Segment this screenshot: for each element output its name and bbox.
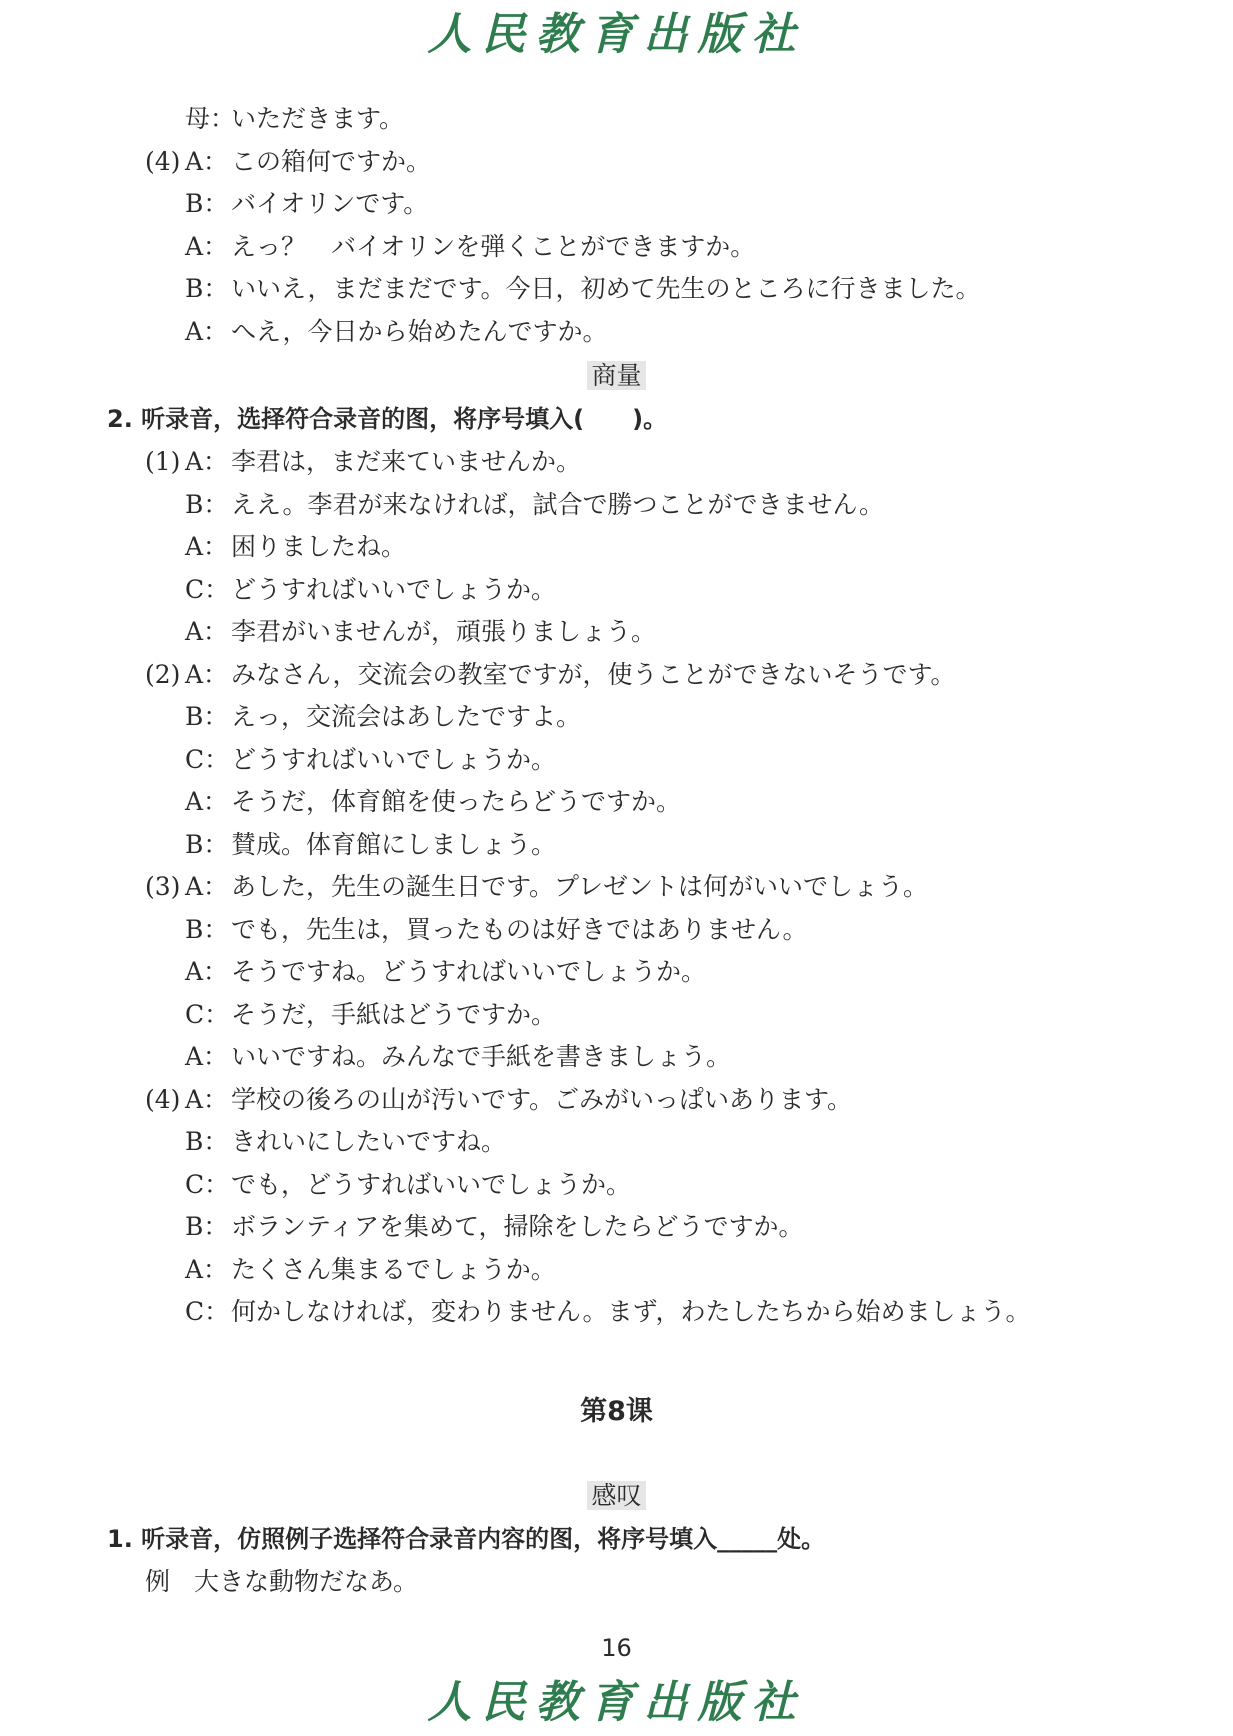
speaker-label: A：	[185, 1042, 229, 1071]
dialogue-line	[145, 830, 556, 860]
publisher-logo-top: 人民教育出版社	[427, 9, 806, 60]
dialogue-text: ええ。李君が来なければ，試合で勝つことができません。	[231, 489, 885, 519]
dialogue-line	[145, 1085, 852, 1115]
dialogue-text: どうすればいいでしょうか。	[231, 744, 557, 774]
dialogue-text: 李君は，まだ来ていませんか。	[231, 447, 582, 476]
speaker-label: C：	[185, 999, 230, 1029]
speaker-label: A：	[185, 617, 229, 646]
dialogue-line	[145, 915, 808, 945]
item-number: (1)	[145, 447, 181, 476]
dialogue-line	[145, 147, 431, 177]
dialogue-line	[145, 1255, 556, 1285]
speaker-label: A：	[185, 447, 229, 476]
speaker-label: C：	[185, 744, 230, 774]
dialogue-text: 学校の後ろの山が汚いです。ごみがいっぱいあります。	[231, 1084, 853, 1114]
dialogue-text: いいですね。みんなで手紙を書きましょう。	[231, 1042, 732, 1071]
dialogue-line	[145, 189, 428, 219]
speaker-label: B：	[185, 914, 229, 944]
dialogue-line	[145, 1212, 804, 1242]
speaker-label: 母：	[185, 104, 236, 133]
dialogue-text: 賛成。体育館にしましょう。	[231, 829, 557, 859]
dialogue-text: 何かしなければ，変わりません。まず，わたしたちから始めましょう。	[231, 1297, 1031, 1326]
speaker-label: C：	[185, 1169, 230, 1199]
lesson-title: 第8课	[580, 1396, 653, 1427]
speaker-label: A：	[185, 872, 229, 901]
dialogue-line	[145, 787, 681, 817]
dialogue-text: でも，先生は，買ったものは好きではありません。	[231, 914, 808, 944]
dialogue-line	[145, 1170, 631, 1200]
dialogue-text: この箱何ですか。	[231, 146, 432, 176]
dialogue-text: たくさん集まるでしょうか。	[231, 1254, 556, 1284]
speaker-label: A：	[185, 1254, 229, 1284]
dialogue-line	[145, 1042, 731, 1072]
dialogue-text: でも，どうすればいいでしょうか。	[231, 1169, 632, 1199]
dialogue-text: 困りましたね。	[231, 532, 407, 561]
page-number: 16	[601, 1634, 632, 1662]
speaker-label: B：	[185, 274, 229, 303]
speaker-label: A：	[185, 231, 229, 261]
dialogue-text: どうすればいいでしょうか。	[231, 574, 557, 604]
speaker-label: A：	[185, 659, 229, 689]
speaker-label: C：	[185, 1297, 230, 1326]
dialogue-text: そうだ，体育館を使ったらどうですか。	[231, 787, 682, 816]
speaker-label: B：	[185, 489, 229, 519]
dialogue-text: へえ，今日から始めたんですか。	[231, 316, 608, 346]
dialogue-line	[145, 872, 928, 902]
speaker-label: B：	[185, 189, 229, 218]
dialogue-line	[145, 745, 556, 775]
item-number: (4)	[145, 146, 181, 176]
dialogue-line	[145, 104, 404, 134]
section-tag: 商量	[0, 361, 1233, 391]
example-line	[145, 1567, 418, 1597]
dialogue-line	[145, 274, 981, 304]
dialogue-text: 李君がいませんが，頑張りましょう。	[231, 617, 657, 646]
speaker-label: A：	[185, 787, 229, 816]
exercise-heading: 1. 听录音，仿照例子选择符合录音内容的图，将序号填入_____处。	[107, 1525, 826, 1553]
dialogue-text: みなさん，交流会の教室ですが，使うことができないそうです。	[231, 659, 956, 689]
dialogue-line	[145, 1127, 506, 1157]
speaker-label: A：	[185, 1084, 229, 1114]
exercise-heading: 2. 听录音，选择符合录音的图，将序号填入( )。	[107, 405, 668, 433]
dialogue-line	[145, 660, 956, 690]
dialogue-text: えっ，交流会はあしたですよ。	[231, 702, 582, 731]
dialogue-text: そうですね。どうすればいいでしょうか。	[231, 957, 707, 986]
example-text: 大きな動物だなあ。	[194, 1567, 419, 1596]
dialogue-text: きれいにしたいですね。	[231, 1127, 507, 1156]
speaker-label: B：	[185, 1127, 229, 1156]
dialogue-text: ボランティアを集めて，掃除をしたらどうですか。	[231, 1212, 804, 1241]
dialogue-line	[145, 702, 581, 732]
speaker-label: A：	[185, 146, 229, 176]
item-number: (3)	[145, 872, 181, 901]
speaker-label: A：	[185, 532, 229, 561]
publisher-logo-bottom: 人民教育出版社	[427, 1677, 806, 1728]
section-tag: 感叹	[0, 1481, 1233, 1511]
dialogue-text: そうだ，手紙はどうですか。	[231, 999, 557, 1029]
dialogue-text: えっ？ バイオリンを弾くことができますか。	[231, 231, 756, 261]
dialogue-text: いただきます。	[231, 104, 405, 133]
item-number: (4)	[145, 1084, 181, 1114]
dialogue-text: いいえ，まだまだです。今日，初めて先生のところに行きました。	[231, 274, 981, 303]
dialogue-line	[145, 447, 581, 477]
example-label: 例	[145, 1567, 171, 1596]
speaker-label: B：	[185, 702, 229, 731]
speaker-label: A：	[185, 957, 229, 986]
dialogue-line	[145, 1297, 1031, 1327]
dialogue-line	[145, 490, 884, 520]
speaker-label: A：	[185, 316, 229, 346]
dialogue-line	[145, 532, 406, 562]
dialogue-line	[145, 617, 656, 647]
speaker-label: C：	[185, 574, 230, 604]
dialogue-line	[145, 575, 556, 605]
item-number: (2)	[145, 659, 181, 689]
dialogue-text: あした，先生の誕生日です。プレゼントは何がいいでしょう。	[231, 872, 929, 901]
speaker-label: B：	[185, 1212, 229, 1241]
dialogue-line	[145, 232, 755, 262]
dialogue-line	[145, 957, 706, 987]
dialogue-line	[145, 317, 608, 347]
dialogue-line	[145, 1000, 556, 1030]
dialogue-text: バイオリンです。	[231, 189, 429, 218]
speaker-label: B：	[185, 829, 229, 859]
